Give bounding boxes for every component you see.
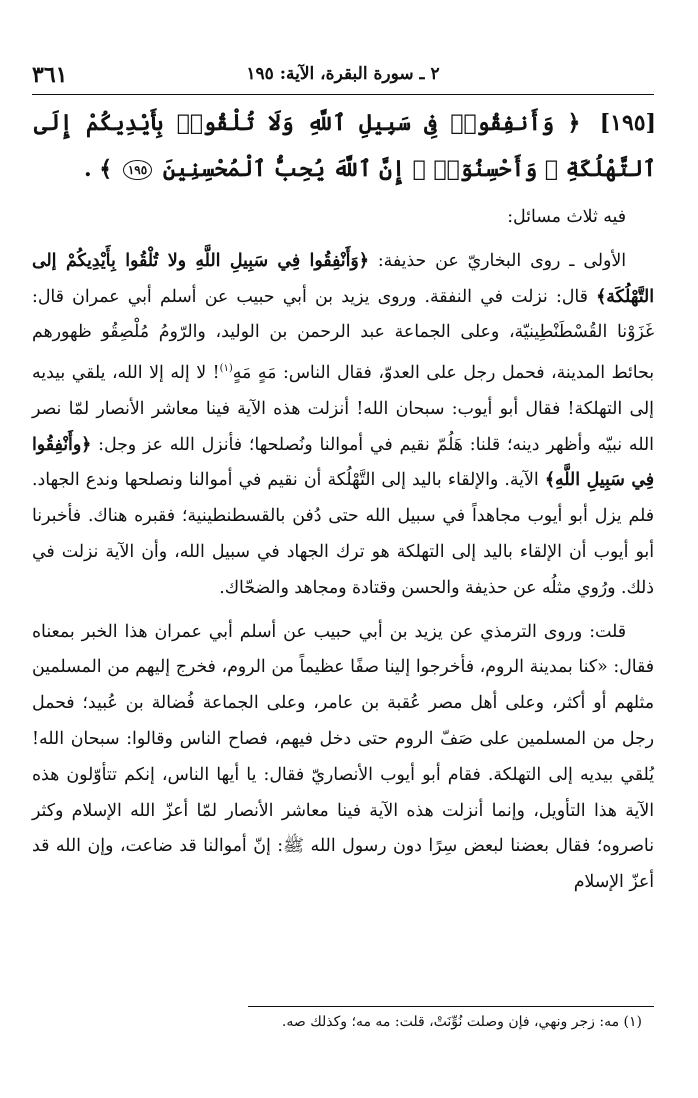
footnote-reference: (١)	[219, 363, 233, 375]
verse-text: ﴿ وَأَنفِقُوا۟ فِى سَبِيلِ ٱللَّهِ وَلَا تُلْقُوا۟ بِأَيْدِيكُمْ إِلَى ٱلتَّهْلُكَةِ ۛ وَأَحْسِنُوٓا۟ ۛ إِنَّ ٱللَّهَ يُحِبُّ ٱلْمُحْسِنِينَ	[34, 110, 656, 182]
intro-line: فيه ثلاث مسائل:	[507, 207, 626, 227]
quran-quote-2: ﴿وأَنْفِقُوا فِي سَبِيلِ اللَّهِ﴾	[32, 434, 655, 491]
page-number: ٣٦١	[32, 62, 68, 88]
p1-text-3: ! لا إله إلا الله، يلقي بيديه إلى التهلكة! فقال أبو أيوب: سبحان الله! أنزلت هذه الآية فينا معاشر الأنصار لمّا نصر الله نبيّه وأظهر دينه؛ قلنا: هَلُمّ نقيم في أموالنا ونُصلحها؛ فأنزل الله عز وجل:	[32, 362, 654, 455]
page-header	[32, 62, 654, 92]
ayah-end-marker: ١٩٥	[123, 160, 152, 180]
quran-quote-1: ﴿وَأَنْفِقُوا فِي سَبِيلِ اللَّهِ ولا تُلْقُوا بِأَيْدِيكُمْ إلى التَّهْلُكَة﴾	[32, 250, 654, 307]
paragraph-first-issue	[32, 244, 654, 607]
verse-block	[34, 100, 656, 192]
p1-text-2: قال: نزلت في النفقة. وروى يزيد بن أبي حبيب عن أسلم أبي عمران قال: غَزَوْنا القُسْطَنْطِينيّة، وعلى الجماعة عبد الرحمن بن الوليد، والرّومُ مُلْصِقُو ظهورهم بحائط المدينة، فحمل رجل على العدوّ، فقال الناس: مَهٍ مَهٍ	[32, 286, 655, 383]
verse-close: ﴾ .	[83, 156, 113, 182]
footnote: (١) مه: زجر ونهي، فإن وصلت نُوِّنَتْ، قلت: مه مه؛ وكذلك صه.	[281, 1014, 642, 1030]
paragraph-tirmidhi: قلت: وروى الترمذي عن يزيد بن أبي حبيب عن أسلم أبي عمران هذا الخبر بمعناه فقال: «كنا بمدينة الروم، فأخرجوا إلينا صفًا عظيماً من الروم، فخرج إليهم من المسلمين مثلهم أو أكثر، وعلى أهل مصر عُقبة بن عامر، وعلى الجماعة فُضالة بن عُبيد؛ فحمل رجل من المسلمين على صَفّ الروم حتى دخل فيهم، فصاح الناس وقالوا: سبحان الله! يُلقي بيديه إلى التهلكة. فقام أبو أيوب الأنصاريّ فقال: يا أيها الناس، إنكم تتأوّلون هذه الآية هذا التأويل، وإنما أنزلت هذه الآية فينا معاشر الأنصار لمّا أعزّ الله الإسلام وكثر ناصروه؛ فقال بعضنا لبعض سِرًا دون رسول الله ﷺ: إنّ أموالنا قد ضاعت، وإن الله قد أعزّ الإسلام	[32, 621, 654, 893]
header-rule	[32, 94, 654, 95]
footnote-rule	[248, 1006, 654, 1007]
p1-text-1: الأولى ـ روى البخاريّ عن حذيفة:	[377, 250, 626, 271]
p1-text-4: الآية. والإلقاء باليد إلى التَّهْلُكة أن نقيم في أموالنا ونصلحها وندع الجهاد. فلم يزل أبو أيوب مجاهداً في سبيل الله حتى دُفن بالقسطنطينية؛ فقبره هناك. فأخبرنا أبو أيوب أن الإلقاء باليد إلى التهلكة هو ترك الجهاد في سبيل الله، وأن الآية نزلت في ذلك. ورُوي مثلُه عن حذيفة والحسن وقتادة ومجاهد والضحّاك.	[32, 470, 654, 598]
verse-number: [١٩٥]	[599, 110, 656, 136]
running-title: ٢ ـ سورة البقرة، الآية: ١٩٥	[246, 64, 440, 84]
main-text	[32, 200, 654, 901]
